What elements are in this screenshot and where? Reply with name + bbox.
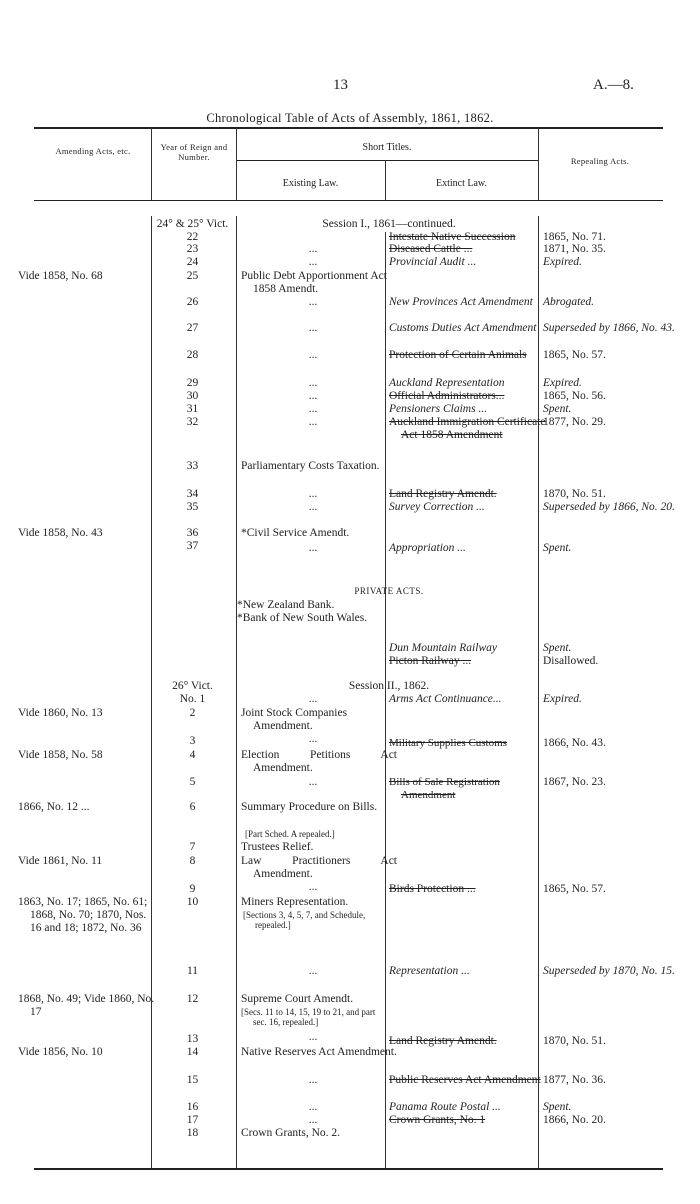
act-number: 2 — [189, 707, 196, 719]
extinct-law: Auckland Representation — [389, 377, 505, 389]
existing-law: ... — [308, 403, 318, 415]
document-reference: A.—8. — [593, 77, 634, 93]
act-number: 37 — [186, 540, 199, 552]
repealing-act: 1865, No. 57. — [543, 883, 606, 895]
session-heading: Session II., 1862. — [348, 680, 430, 692]
act-number: 14 — [186, 1046, 199, 1058]
act-number: 26 — [186, 296, 199, 308]
act-number: 31 — [186, 403, 199, 415]
existing-law: ... — [308, 965, 318, 977]
existing-law: ... — [308, 296, 318, 308]
reign-label: 24° & 25° Vict. — [156, 218, 229, 230]
amending-act: Vide 1858, No. 68 — [18, 270, 103, 282]
existing-law: ... — [308, 1114, 318, 1126]
existing-law: Trustees Relief. — [241, 841, 314, 853]
act-number: 9 — [189, 883, 196, 895]
header-top-rule — [34, 127, 663, 129]
existing-law: Law Practitioners Act Amendment. — [241, 855, 397, 880]
act-number: 13 — [186, 1033, 199, 1045]
repeal-note: [Part Sched. A repealed.] — [245, 829, 335, 839]
extinct-law: Survey Correction ... — [389, 501, 485, 513]
extinct-law: Bills of Sale Registration Amendment — [389, 776, 500, 801]
act-number: 16 — [186, 1101, 199, 1113]
act-number: 4 — [189, 749, 196, 761]
existing-law: ... — [308, 243, 318, 255]
existing-law: Supreme Court Amendt. — [241, 993, 354, 1005]
extinct-law: Panama Route Postal ... — [389, 1101, 501, 1113]
repealing-act: 1865, No. 57. — [543, 349, 606, 361]
act-number: 18 — [186, 1127, 199, 1139]
header-divider — [151, 128, 152, 200]
act-number: 23 — [186, 243, 199, 255]
existing-law: Crown Grants, No. 2. — [241, 1127, 341, 1139]
extinct-law: Auckland Immigration Certificate Act 1858 Amendment — [389, 416, 546, 441]
existing-law: *Civil Service Amendt. — [241, 527, 350, 539]
private-acts-heading: PRIVATE ACTS. — [354, 586, 424, 596]
repealing-act: Superseded by 1866, No. 20. — [543, 501, 675, 513]
repealing-act: Abrogated. — [543, 296, 594, 308]
act-number: 24 — [186, 256, 199, 268]
extinct-law: Protection of Certain Animals — [389, 349, 527, 361]
repealing-act: Disallowed. — [543, 655, 599, 667]
act-number: 3 — [189, 735, 196, 747]
repealing-act: Spent. — [543, 642, 572, 654]
act-number: 22 — [186, 231, 199, 243]
amending-act: Vide 1860, No. 13 — [18, 707, 103, 719]
act-number: 8 — [189, 855, 196, 867]
existing-law: *New Zealand Bank. — [237, 599, 335, 611]
extinct-law: Intestate Native Succession — [389, 231, 516, 243]
existing-law: ... — [308, 377, 318, 389]
existing-law: ... — [308, 501, 318, 513]
extinct-law: Representation ... — [389, 965, 470, 977]
repealing-act: Expired. — [543, 377, 582, 389]
repealing-act: 1870, No. 51. — [543, 1035, 606, 1047]
act-number: 5 — [189, 776, 196, 788]
repealing-act: 1867, No. 23. — [543, 776, 606, 788]
repealing-act: 1877, No. 36. — [543, 1074, 606, 1086]
act-number: 32 — [186, 416, 199, 428]
extinct-law: New Provinces Act Amendment — [389, 296, 533, 308]
extinct-law: Land Registry Amendt. — [389, 488, 497, 500]
column-divider — [236, 216, 237, 1168]
repealing-act: 1870, No. 51. — [543, 488, 606, 500]
repealing-act: Superseded by 1870, No. 15. — [543, 965, 675, 977]
extinct-law: Dun Mountain Railway — [389, 642, 497, 654]
act-number: 36 — [186, 527, 199, 539]
extinct-law: Land Registry Amendt. — [389, 1035, 497, 1047]
existing-law: ... — [308, 1031, 318, 1043]
existing-law: ... — [308, 349, 318, 361]
existing-law: ... — [308, 881, 318, 893]
extinct-law: Customs Duties Act Amendment — [389, 322, 537, 334]
existing-law: ... — [308, 733, 318, 745]
extinct-law: Appropriation ... — [389, 542, 466, 554]
short-titles-rule — [236, 160, 538, 161]
extinct-law: Official Administrators... — [389, 390, 505, 402]
repealing-act: Spent. — [543, 403, 572, 415]
extinct-law: Provincial Audit ... — [389, 256, 477, 268]
repealing-act: 1877, No. 29. — [543, 416, 606, 428]
repeal-note: [Secs. 11 to 14, 15, 19 to 21, and part sec. 16, repealed.] — [241, 1007, 376, 1027]
repealing-act: Expired. — [543, 256, 582, 268]
page-title: Chronological Table of Acts of Assembly, 1861, 1862. — [206, 111, 494, 125]
act-number: 6 — [189, 801, 196, 813]
existing-law: Miners Representation. — [241, 896, 349, 908]
act-number: 27 — [186, 322, 199, 334]
act-number: 35 — [186, 501, 199, 513]
header-divider — [236, 128, 237, 200]
act-number: 15 — [186, 1074, 199, 1086]
extinct-law: Public Reserves Act Amendment — [389, 1074, 541, 1086]
header-bottom-rule — [34, 200, 663, 201]
repealing-act: 1865, No. 71. — [543, 231, 606, 243]
amending-act: Vide 1858, No. 43 — [18, 527, 103, 539]
amending-act: Vide 1861, No. 11 — [18, 855, 103, 867]
act-number: 7 — [189, 841, 196, 853]
reign-label: 26° Vict. — [172, 680, 213, 692]
amending-act: 1863, No. 17; 1865, No. 61; 1868, No. 70; 1870, Nos. 16 and 18; 1872, No. 36 — [18, 896, 148, 934]
repealing-act: 1865, No. 56. — [543, 390, 606, 402]
repeal-note: [Sections 3, 4, 5, 7, and Schedule, repealed.] — [243, 910, 366, 930]
amending-act: 1866, No. 12 ... — [18, 801, 90, 813]
existing-law: ... — [308, 542, 318, 554]
header-divider — [538, 128, 539, 200]
header-repealing: Repealing Acts. — [570, 156, 630, 166]
existing-law: Election Petitions Act Amendment. — [241, 749, 397, 774]
header-amending: Amending Acts, etc. — [55, 146, 131, 156]
existing-law: ... — [308, 416, 318, 428]
existing-law: ... — [308, 390, 318, 402]
repealing-act: 1871, No. 35. — [543, 243, 606, 255]
repealing-act: 1866, No. 20. — [543, 1114, 606, 1126]
existing-law: ... — [308, 322, 318, 334]
existing-law: ... — [308, 1101, 318, 1113]
extinct-law: Diseased Cattle ... — [389, 243, 473, 255]
act-number: 17 — [186, 1114, 199, 1126]
table-bottom-rule — [34, 1168, 663, 1170]
extinct-law: Arms Act Continuance... — [389, 693, 502, 705]
header-short-titles: Short Titles. — [362, 142, 412, 153]
session-heading: Session I., 1861—continued. — [322, 218, 456, 230]
act-number: 11 — [186, 965, 199, 977]
header-existing: Existing Law. — [282, 178, 339, 189]
act-number: 33 — [186, 460, 199, 472]
act-number: 12 — [186, 993, 199, 1005]
existing-law: Public Debt Apportionment Act 1858 Amendt. — [241, 270, 387, 295]
act-number: 34 — [186, 488, 199, 500]
header-year: Year of Reign and Number. — [160, 142, 228, 162]
existing-law: Summary Procedure on Bills. — [241, 801, 378, 813]
existing-law: *Bank of New South Wales. — [237, 612, 368, 624]
repealing-act: Spent. — [543, 1101, 572, 1113]
act-number: 25 — [186, 270, 199, 282]
repealing-act: Superseded by 1866, No. 43. — [543, 322, 675, 334]
repealing-act: Spent. — [543, 542, 572, 554]
extinct-law: Birds Protection ... — [389, 883, 476, 895]
existing-law: Parliamentary Costs Taxation. — [241, 460, 380, 472]
repealing-act: Expired. — [543, 693, 582, 705]
existing-law: ... — [308, 693, 318, 705]
repealing-act: 1866, No. 43. — [543, 737, 606, 749]
existing-law: ... — [308, 256, 318, 268]
page-number: 13 — [333, 77, 348, 93]
amending-act: 1868, No. 49; Vide 1860, No. 17 — [18, 993, 155, 1018]
header-extinct: Extinct Law. — [435, 178, 487, 189]
act-number: 28 — [186, 349, 199, 361]
extinct-law: Pensioners Claims ... — [389, 403, 488, 415]
act-number: 29 — [186, 377, 199, 389]
amending-act: Vide 1858, No. 58 — [18, 749, 103, 761]
existing-law: Native Reserves Act Amendment. — [241, 1046, 397, 1058]
existing-law: Joint Stock Companies Amendment. — [241, 707, 348, 732]
column-divider — [385, 232, 386, 1168]
existing-law: ... — [308, 488, 318, 500]
act-number: No. 1 — [179, 693, 206, 705]
extinct-law: Picton Railway ... — [389, 655, 472, 667]
existing-law: ... — [308, 776, 318, 788]
existing-law: ... — [308, 1074, 318, 1086]
act-number: 10 — [186, 896, 199, 908]
act-number: 30 — [186, 390, 199, 402]
extinct-law: Military Supplies Customs — [389, 737, 507, 749]
amending-act: Vide 1856, No. 10 — [18, 1046, 103, 1058]
extinct-law: Crown Grants, No. 1 — [389, 1114, 486, 1126]
